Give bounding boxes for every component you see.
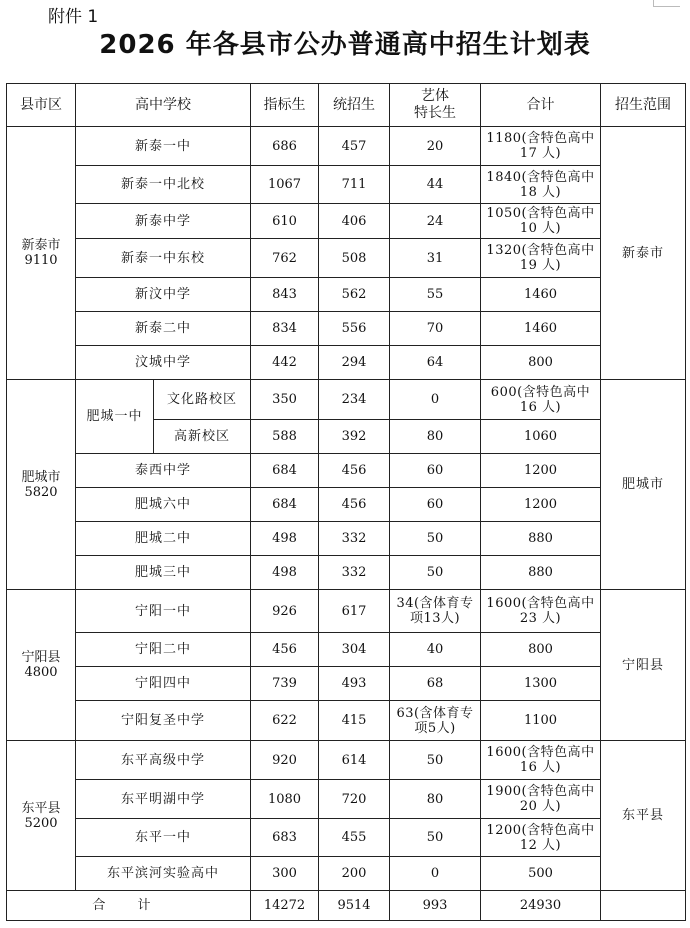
cell-quota: 498	[251, 556, 319, 590]
page-corner-mark	[653, 0, 680, 7]
grand-total-arts: 993	[390, 891, 481, 921]
cell-unified: 457	[319, 127, 390, 166]
attachment-label: 附件 1	[48, 7, 99, 27]
cell-arts: 68	[390, 667, 481, 701]
cell-arts: 0	[390, 380, 481, 420]
cell-total: 1060	[481, 420, 601, 454]
cell-unified: 294	[319, 346, 390, 380]
cell-unified: 200	[319, 857, 390, 891]
cell-total: 800	[481, 633, 601, 667]
school-cell: 东平一中	[76, 819, 251, 857]
cell-unified: 720	[319, 780, 390, 819]
cell-total: 1100	[481, 701, 601, 741]
cell-total: 1320(含特色高中 19 人)	[481, 239, 601, 278]
range-cell: 东平县	[601, 741, 686, 891]
cell-quota: 684	[251, 488, 319, 522]
cell-quota: 926	[251, 590, 319, 633]
range-cell: 宁阳县	[601, 590, 686, 741]
county-name: 东平县	[21, 800, 61, 816]
cell-unified: 614	[319, 741, 390, 780]
cell-arts: 0	[390, 857, 481, 891]
cell-arts: 50	[390, 556, 481, 590]
cell-total: 1200(含特色高中 12 人)	[481, 819, 601, 857]
cell-total: 1200	[481, 454, 601, 488]
cell-unified: 392	[319, 420, 390, 454]
cell-unified: 508	[319, 239, 390, 278]
county-total: 5200	[24, 815, 58, 831]
cell-arts: 31	[390, 239, 481, 278]
col-header-arts: 艺体 特长生	[390, 84, 481, 127]
grand-total-range-empty	[601, 891, 686, 921]
cell-total: 1840(含特色高中 18 人)	[481, 166, 601, 204]
table-row	[7, 819, 686, 857]
cell-total: 1600(含特色高中 16 人)	[481, 741, 601, 780]
school-cell: 宁阳四中	[76, 667, 251, 701]
cell-unified: 234	[319, 380, 390, 420]
county-name: 新泰市	[21, 238, 61, 253]
school-cell: 汶城中学	[76, 346, 251, 380]
cell-quota: 683	[251, 819, 319, 857]
range-cell: 肥城市	[601, 380, 686, 590]
cell-unified: 562	[319, 278, 390, 312]
cell-unified: 332	[319, 556, 390, 590]
grand-total-total: 24930	[481, 891, 601, 921]
cell-unified: 332	[319, 522, 390, 556]
table-row	[7, 701, 686, 741]
cell-arts: 70	[390, 312, 481, 346]
table-row	[7, 667, 686, 701]
table-row	[7, 346, 686, 380]
cell-quota: 920	[251, 741, 319, 780]
cell-quota: 622	[251, 701, 319, 741]
table-row	[7, 239, 686, 278]
cell-quota: 686	[251, 127, 319, 166]
cell-quota: 588	[251, 420, 319, 454]
table-row	[7, 278, 686, 312]
table-header-row	[7, 84, 686, 127]
cell-quota: 684	[251, 454, 319, 488]
cell-arts: 80	[390, 780, 481, 819]
cell-quota: 762	[251, 239, 319, 278]
school-cell: 泰西中学	[76, 454, 251, 488]
school-cell: 肥城六中	[76, 488, 251, 522]
cell-total: 1600(含特色高中 23 人)	[481, 590, 601, 633]
county-cell	[7, 380, 76, 590]
cell-unified: 406	[319, 204, 390, 239]
school-cell: 新泰中学	[76, 204, 251, 239]
cell-unified: 556	[319, 312, 390, 346]
cell-quota: 610	[251, 204, 319, 239]
cell-arts: 80	[390, 420, 481, 454]
cell-total: 500	[481, 857, 601, 891]
county-cell	[7, 590, 76, 741]
cell-arts: 63(含体育专项5人)	[390, 701, 481, 741]
cell-unified: 304	[319, 633, 390, 667]
cell-total: 1050(含特色高中 10 人)	[481, 204, 601, 239]
cell-arts: 44	[390, 166, 481, 204]
cell-arts: 34(含体育专项13人)	[390, 590, 481, 633]
col-header-total: 合计	[481, 84, 601, 127]
cell-total: 800	[481, 346, 601, 380]
county-total: 5820	[24, 484, 58, 500]
school-cell: 东平明湖中学	[76, 780, 251, 819]
school-cell: 宁阳二中	[76, 633, 251, 667]
cell-quota: 456	[251, 633, 319, 667]
county-cell	[7, 127, 76, 380]
page-title: 2026 年各县市公办普通高中招生计划表	[99, 30, 591, 60]
grand-total-row	[7, 891, 686, 921]
table-row	[7, 633, 686, 667]
cell-quota: 300	[251, 857, 319, 891]
cell-total: 880	[481, 556, 601, 590]
school-cell: 新泰一中东校	[76, 239, 251, 278]
cell-total: 1300	[481, 667, 601, 701]
school-cell: 新泰二中	[76, 312, 251, 346]
table-row	[7, 380, 686, 420]
table-row	[7, 590, 686, 633]
school-cell: 新泰一中北校	[76, 166, 251, 204]
cell-arts: 20	[390, 127, 481, 166]
school-cell: 东平滨河实验高中	[76, 857, 251, 891]
cell-arts: 40	[390, 633, 481, 667]
cell-unified: 415	[319, 701, 390, 741]
county-total: 4800	[24, 665, 58, 680]
school-cell: 肥城三中	[76, 556, 251, 590]
col-header-unified: 统招生	[319, 84, 390, 127]
school-cell: 肥城一中	[76, 380, 154, 454]
cell-unified: 455	[319, 819, 390, 857]
cell-unified: 711	[319, 166, 390, 204]
cell-arts: 24	[390, 204, 481, 239]
table-row	[7, 166, 686, 204]
school-cell: 宁阳复圣中学	[76, 701, 251, 741]
cell-unified: 493	[319, 667, 390, 701]
cell-quota: 1067	[251, 166, 319, 204]
table-row	[7, 312, 686, 346]
cell-unified: 456	[319, 454, 390, 488]
cell-quota: 350	[251, 380, 319, 420]
range-cell: 新泰市	[601, 127, 686, 380]
cell-quota: 442	[251, 346, 319, 380]
cell-arts: 64	[390, 346, 481, 380]
cell-quota: 498	[251, 522, 319, 556]
county-name: 宁阳县	[21, 650, 61, 665]
cell-quota: 843	[251, 278, 319, 312]
cell-arts: 60	[390, 454, 481, 488]
table-row	[7, 857, 686, 891]
col-header-quota: 指标生	[251, 84, 319, 127]
col-header-county: 县市区	[7, 84, 76, 127]
cell-unified: 456	[319, 488, 390, 522]
col-header-school: 高中学校	[76, 84, 251, 127]
cell-total: 1180(含特色高中 17 人)	[481, 127, 601, 166]
cell-arts: 50	[390, 522, 481, 556]
table-row	[7, 522, 686, 556]
enrollment-plan-table	[6, 83, 686, 921]
cell-total: 1460	[481, 278, 601, 312]
table-row	[7, 741, 686, 780]
grand-total-label: 合 计	[7, 891, 251, 921]
table-row	[7, 780, 686, 819]
county-cell	[7, 741, 76, 891]
school-cell: 新汶中学	[76, 278, 251, 312]
cell-total: 600(含特色高中 16 人)	[481, 380, 601, 420]
table-row	[7, 204, 686, 239]
cell-quota: 1080	[251, 780, 319, 819]
campus-cell: 文化路校区	[154, 380, 251, 420]
col-header-range: 招生范围	[601, 84, 686, 127]
cell-arts: 55	[390, 278, 481, 312]
grand-total-unified: 9514	[319, 891, 390, 921]
grand-total-quota: 14272	[251, 891, 319, 921]
cell-arts: 50	[390, 819, 481, 857]
county-total: 9110	[24, 253, 58, 268]
school-cell: 新泰一中	[76, 127, 251, 166]
table-row	[7, 556, 686, 590]
cell-total: 1900(含特色高中 20 人)	[481, 780, 601, 819]
school-cell: 东平高级中学	[76, 741, 251, 780]
school-cell: 宁阳一中	[76, 590, 251, 633]
cell-total: 880	[481, 522, 601, 556]
table-row	[7, 488, 686, 522]
cell-arts: 50	[390, 741, 481, 780]
school-cell: 肥城二中	[76, 522, 251, 556]
county-name: 肥城市	[21, 469, 61, 485]
table-row	[7, 127, 686, 166]
cell-quota: 834	[251, 312, 319, 346]
campus-cell: 高新校区	[154, 420, 251, 454]
cell-unified: 617	[319, 590, 390, 633]
cell-arts: 60	[390, 488, 481, 522]
cell-total: 1200	[481, 488, 601, 522]
table-row	[7, 454, 686, 488]
cell-total: 1460	[481, 312, 601, 346]
cell-quota: 739	[251, 667, 319, 701]
